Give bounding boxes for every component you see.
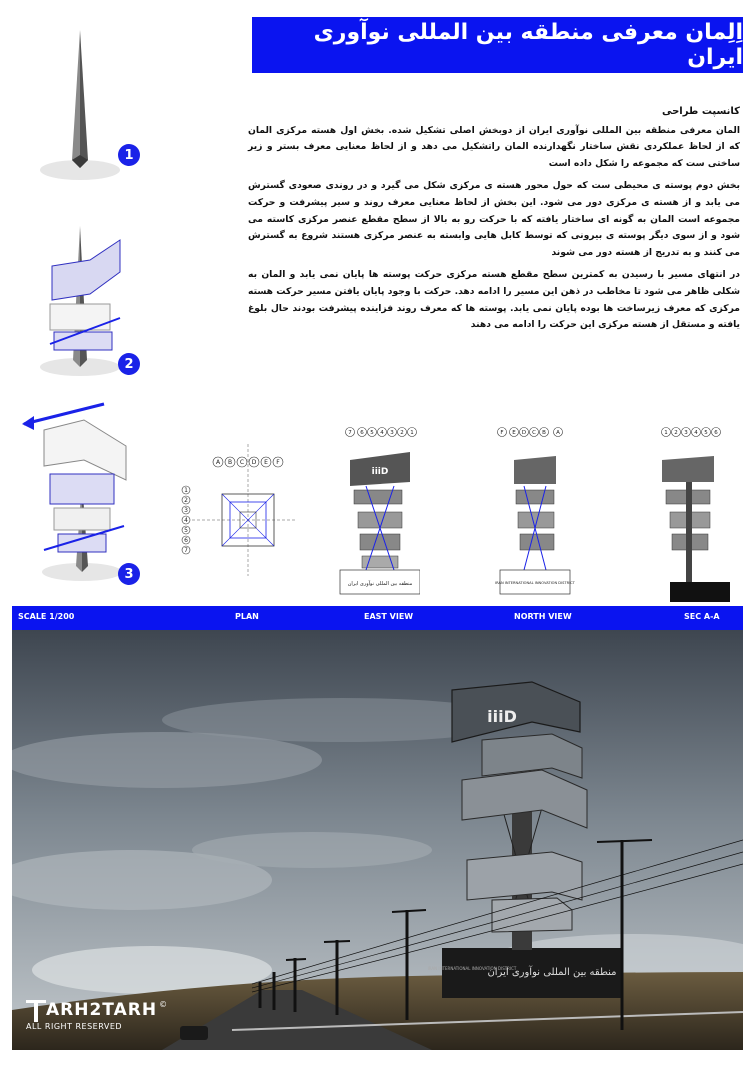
concept-paragraph-3: در انتهای مسیر با رسیدن به کمترین سطح مقطع هسته مرکزی حرکت پوسته ها پایان نمی یابد و المان به شکلی ظاهر می شود تا مخاطب در ذهن این مسیر را ادامه دهد. حرکت با وجود پایان یافتن مسیر حرکت هسته مرکزی که معرف زیرساخت ها بوده پایان نمی یابد. پوسته ها که معرف روند فزاینده پیشرفت بودند حال بلوغ یافته و مستقل از هسته مرکزی این حرکت را ادامه می دهند [248,269,740,331]
plan-grid-A: A [215,459,221,466]
north-grid-E: E [512,430,516,436]
render-sign-logo: iiiD [487,707,517,726]
render-image [12,630,743,1050]
east-sign-logo: iiiD [371,467,389,477]
north-grid-C: C [532,430,536,436]
north-grid-D: D [521,430,527,436]
sec-grid-5: 5 [704,430,708,436]
sec-grid-3: 3 [684,430,688,436]
page-title: اِلِمان معرفی منطقه بین المللی نوآوری ایران [252,17,743,73]
concept-heading: کانسپت طراحی [661,106,740,117]
plan-grid-D: D [251,459,257,466]
east-view-label: EAST VIEW [364,612,414,621]
sec-grid-1: 1 [664,430,668,436]
plan-grid-B: B [227,459,233,466]
plan-grid-1: 1 [184,487,188,494]
concept-paragraph-1: المان معرفی منطقه بین المللی نوآوری ایران از دوبخش اصلی تشکیل شده. بخش اول هسته مرکزی المان که از لحاظ عملکردی نقش ساختار نگهدارنده المان راتشکیل می دهد و از لحاظ معنایی معرف بستر و زیر ساختی ست که مجموعه را شکل داده است [248,124,740,169]
east-drawing-sign: منطقه بین المللی نوآوری ایران [347,581,413,587]
north-grid-B: B [542,430,546,436]
scale-label: SCALE 1/200 [18,612,75,621]
plan-grid-4: 4 [184,517,188,524]
sec-grid-2: 2 [674,430,678,436]
plan-grid-E: E [264,459,268,466]
north-view-label: NORTH VIEW [514,612,572,621]
logo-brand: ARH2TARH © [26,1000,167,1022]
plan-drawing [178,440,298,580]
plan-grid-5: 5 [184,527,188,534]
concept-paragraph-2: بخش دوم پوسته ی محیطی ست که حول محور هسته ی مرکزی شکل می گیرد و در روندی صعودی گسترش می یابد و از هسته ی مرکزی دور می شود. این بخش از لحاظ معنایی معرف روند و سیر پیشرفت و حرکت مجموعه است المان به گونه ای ساختار یافته که با حرکت رو به بالا از سطح مقطع عنصر مرکزی کاسته می شود و از سوی دیگر پوسته ی بیرونی که توسط کابل هایی وابسته به عنصر مرکزی هستند شروع به گسترش می کنند و به تدریج از هسته دور می شوند [248,180,740,258]
step-badge-2: 2 [118,353,140,375]
render-scene [12,630,743,1050]
plan-grid-7: 7 [184,547,188,554]
plan-grid-F: F [276,459,280,466]
logo-rights: ALL RIGHT RESERVED [26,1022,123,1031]
east-grid-2: 2 [400,430,404,436]
drawing-labels-bar [12,606,743,630]
plan-grid-C: C [239,459,245,466]
plan-label: PLAN [235,612,259,621]
north-grid-F: F [500,430,504,436]
section-drawing [640,420,740,604]
plan-grid-2: 2 [184,497,188,504]
north-grid-A: A [556,430,560,436]
step-badge-3: 3 [118,563,140,585]
concept-text [248,104,740,340]
render-sign-fa: منطقه بین المللی نوآوری ایران [487,967,617,978]
pillar-icon [26,1000,46,1022]
sec-label: SEC A-A [684,612,720,621]
east-grid-4: 4 [380,430,384,436]
plan-grid-6: 6 [184,537,188,544]
sec-grid-4: 4 [694,430,698,436]
east-grid-3: 3 [390,430,394,436]
east-grid-6: 6 [360,430,364,436]
east-grid-7: 7 [348,430,352,436]
east-grid-5: 5 [370,430,374,436]
render-sign-en: IRAN INTERNATIONAL INNOVATION DISTRICT [427,966,517,971]
sec-grid-6: 6 [714,430,718,436]
concept-diagram-expansion [14,400,144,590]
plan-grid-3: 3 [184,507,188,514]
step-badge-1: 1 [118,144,140,166]
east-view-drawing [310,420,420,604]
north-drawing-sign: IRAN INTERNATIONAL INNOVATION DISTRICT [495,581,575,585]
north-view-drawing [480,420,590,604]
east-grid-1: 1 [410,430,414,436]
copyright-mark: © [159,1000,168,1009]
watermark-logo [26,1000,167,1031]
